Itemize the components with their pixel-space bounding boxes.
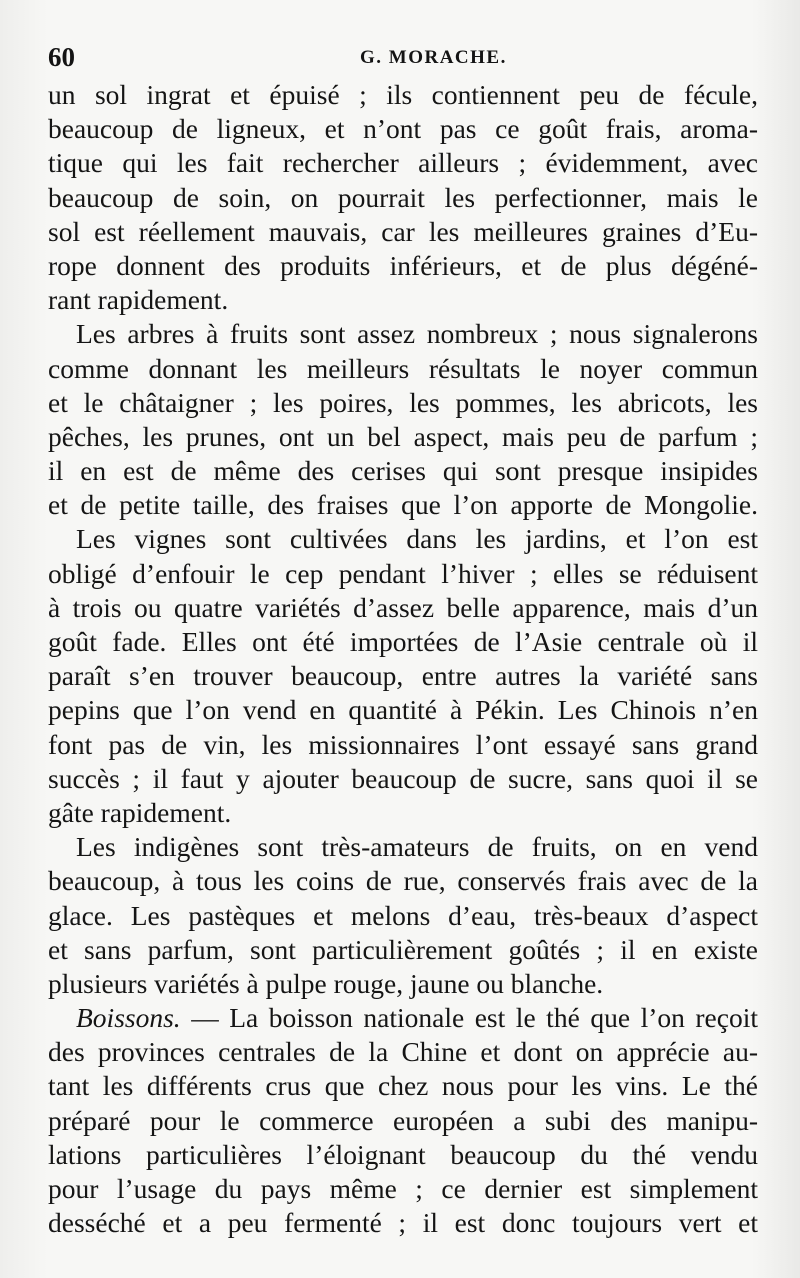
text-line: Les vignes sont cultivées dans les jardins, et l’on est xyxy=(76,523,758,555)
text-line: pepins que l’on vend en quantité à Pékin. Les Chinois n’en xyxy=(48,694,758,726)
text-line: lations particulières l’éloignant beaucoup du thé vendu xyxy=(48,1138,758,1170)
text-line-rest: — La boisson nationale est le thé que l’on reçoit xyxy=(191,1002,759,1034)
text-line: Les arbres à fruits sont assez nombreux ; nous signalerons xyxy=(76,318,758,350)
text-line: font pas de vin, les missionnaires l’ont essayé sans grand xyxy=(48,728,758,760)
text-line xyxy=(48,1001,758,1035)
running-head: G. MORACHE. xyxy=(360,47,507,68)
text-line: paraît s’en trouver beaucoup, entre autres la variété sans xyxy=(48,660,758,692)
text-line: pêches, les prunes, ont un bel aspect, mais peu de parfum ; xyxy=(48,420,758,452)
text-line: tique qui les fait rechercher ailleurs ; évidemment, avec xyxy=(48,147,758,179)
text-line: beaucoup, à tous les coins de rue, conservés frais avec de la xyxy=(48,865,758,897)
text-line: et sans parfum, sont particulièrement goûtés ; il en existe xyxy=(48,933,758,965)
page-header xyxy=(48,40,748,74)
body-text xyxy=(48,78,758,1240)
text-line: sol est réellement mauvais, car les meilleures graines d’Eu- xyxy=(48,215,758,247)
text-line: rope donnent des produits inférieurs, et de plus dégéné- xyxy=(48,249,758,281)
text-line: et le châtaigner ; les poires, les pommes, les abricots, les xyxy=(48,386,758,418)
text-line: préparé pour le commerce européen a subi des manipu- xyxy=(48,1104,758,1136)
text-line: obligé d’enfouir le cep pendant l’hiver ; elles se réduisent xyxy=(48,557,758,589)
text-line: pour l’usage du pays même ; ce dernier est simplement xyxy=(48,1173,758,1204)
text-line: plusieurs variétés à pulpe rouge, jaune ou blanche. xyxy=(48,967,604,999)
text-line: goût fade. Elles ont été importées de l’Asie centrale où il xyxy=(48,626,758,657)
page-number: 60 xyxy=(48,42,75,72)
text-line: rant rapidement. xyxy=(48,284,229,316)
text-line: gâte rapidement. xyxy=(48,796,232,828)
text-line: succès ; il faut y ajouter beaucoup de sucre, sans quoi il se xyxy=(48,762,758,794)
text-line: beaucoup de ligneux, et n’ont pas ce goût frais, aroma- xyxy=(48,113,758,145)
text-line: des provinces centrales de la Chine et dont on apprécie au- xyxy=(48,1036,758,1068)
text-line: à trois ou quatre variétés d’assez belle apparence, mais d’un xyxy=(48,591,758,623)
text-line: comme donnant les meilleurs résultats le noyer commun xyxy=(48,352,758,384)
text-line: glace. Les pastèques et melons d’eau, très-beaux d’aspect xyxy=(48,899,758,931)
text-line: il en est de même des cerises qui sont presque insipides xyxy=(48,455,758,487)
text-line: desséché et a peu fermenté ; il est donc toujours vert et xyxy=(48,1207,758,1239)
text-line: un sol ingrat et épuisé ; ils contiennent peu de fécule, xyxy=(48,79,758,110)
section-rubric: Boissons. xyxy=(76,1002,181,1034)
text-line: et de petite taille, des fraises que l’on apporte de Mongolie. xyxy=(48,489,758,521)
text-line: tant les différents crus que chez nous pour les vins. Le thé xyxy=(48,1070,758,1102)
text-line: Les indigènes sont très-amateurs de fruits, on en vend xyxy=(76,831,758,863)
text-line: beaucoup de soin, on pourrait les perfectionner, mais le xyxy=(48,181,758,213)
